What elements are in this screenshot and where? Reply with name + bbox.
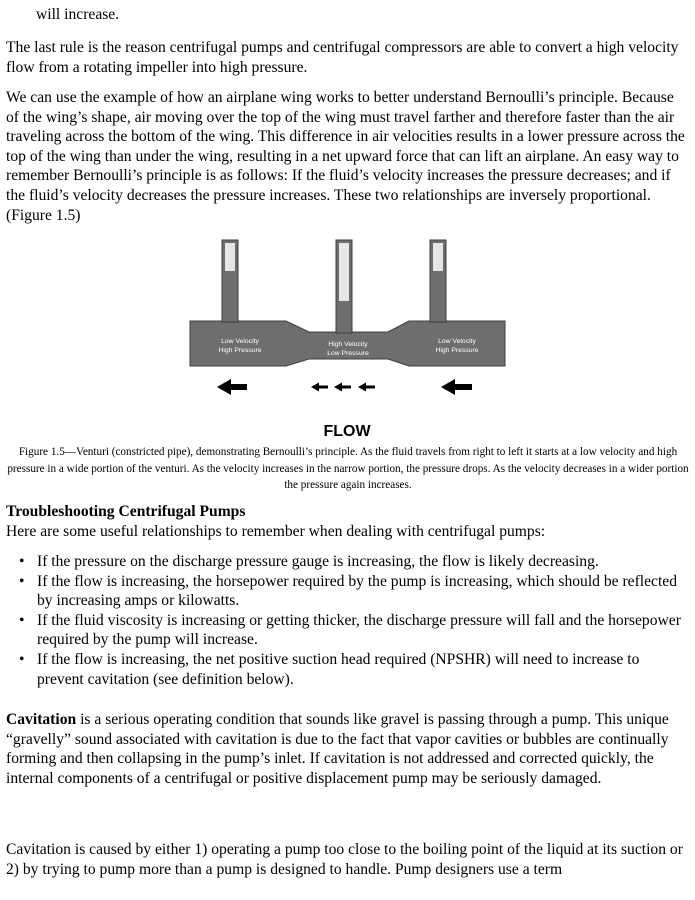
middle-label-pressure: Low Pressure: [327, 350, 369, 357]
right-label-pressure: High Pressure: [435, 347, 479, 354]
flow-arrow-small-icon: [334, 383, 351, 392]
flow-arrow-right-icon: [441, 379, 472, 395]
bullet-icon: •: [19, 553, 25, 570]
section-intro: Here are some useful relationships to remember when dealing with centrifugal pumps:: [6, 522, 546, 540]
list-item: • If the pressure on the discharge pressure gauge is increasing, the flow is likely decreasing.: [19, 553, 599, 570]
list-item: • If the flow is increasing, the horsepower required by the pump is increasing, which should be reflected by increasing amps or kilowatts.: [19, 572, 678, 610]
troubleshooting-list: [6, 552, 690, 689]
left-label-velocity: Low Velocity: [221, 338, 259, 345]
bullet-icon: •: [19, 650, 25, 668]
paragraph-cavitation: Cavitation is a serious operating condition that sounds like gravel is passing through a pump. This unique “gravelly” sound associated with cavitation is due to the fact that vapor cavities or bubbles are continually forming and then collapsing in the pump’s inlet. If cavitation is not addressed and corrected quickly, the internal components of a centrifugal or positive displacement pump may be seriously damaged.: [6, 711, 669, 787]
right-manometer-empty: [433, 243, 443, 271]
bullet-icon: •: [19, 572, 25, 590]
figure-caption: Figure 1.5—Venturi (constricted pipe), demonstrating Bernoulli’s principle. As the fluid travels from right to left it starts at a low velocity and high pressure in a wide portion of the venturi. As the velocity increases in the narrow portion, the pressure drops. As the velocity decreases in a wider portion the pressure again increases.: [7, 446, 689, 491]
bullet-icon: •: [19, 611, 25, 629]
troubleshooting-section: [6, 502, 690, 541]
paragraph-cavitation-causes: Cavitation is caused by either 1) operating a pump too close to the boiling point of the liquid at its suction or 2) by trying to pump more than a pump is designed to handle. Pump designers use a term: [6, 841, 683, 878]
venturi-figure: [187, 232, 509, 442]
left-manometer-empty: [225, 243, 235, 271]
list-item: • If the fluid viscosity is increasing or getting thicker, the discharge pressure will fall and the horsepower required by the pump will increase.: [19, 611, 681, 649]
cavitation-term: Cavitation: [6, 711, 77, 728]
section-heading: Troubleshooting Centrifugal Pumps: [6, 503, 246, 520]
flow-label: FLOW: [323, 423, 371, 440]
middle-label-velocity: High Velocity: [328, 341, 368, 348]
flow-arrow-left-icon: [217, 379, 247, 395]
flow-arrow-small-icon: [358, 383, 375, 392]
left-label-pressure: High Pressure: [218, 347, 262, 354]
paragraph-centrifugal-rule: The last rule is the reason centrifugal pumps and centrifugal compressors are able to convert a high velocity flow from a rotating impeller into high pressure.: [6, 39, 679, 76]
venturi-diagram: [187, 232, 509, 442]
middle-manometer-empty: [339, 243, 349, 301]
paragraph-continuation: will increase.: [36, 6, 120, 23]
list-item: • If the flow is increasing, the net positive suction head required (NPSHR) will need to increase to prevent cavitation (see definition below).: [19, 650, 640, 688]
flow-arrow-small-icon: [311, 383, 328, 392]
paragraph-bernoulli: We can use the example of how an airplane wing works to better understand Bernoulli’s principle. Because of the wing’s shape, air moving over the top of the wing must travel farther and therefore faster than the air traveling across the bottom of the wing. This difference in air velocities results in a lower pressure across the top of the wing than under the wing, resulting in a net upward force that can lift an airplane. An easy way to remember Bernoulli’s principle is as follows: If the fluid’s velocity increases the pressure decreases; and if the fluid’s velocity decreases the pressure increases. These two relationships are inversely proportional. (Figure 1.5): [6, 89, 685, 224]
right-label-velocity: Low Velocity: [438, 338, 476, 345]
